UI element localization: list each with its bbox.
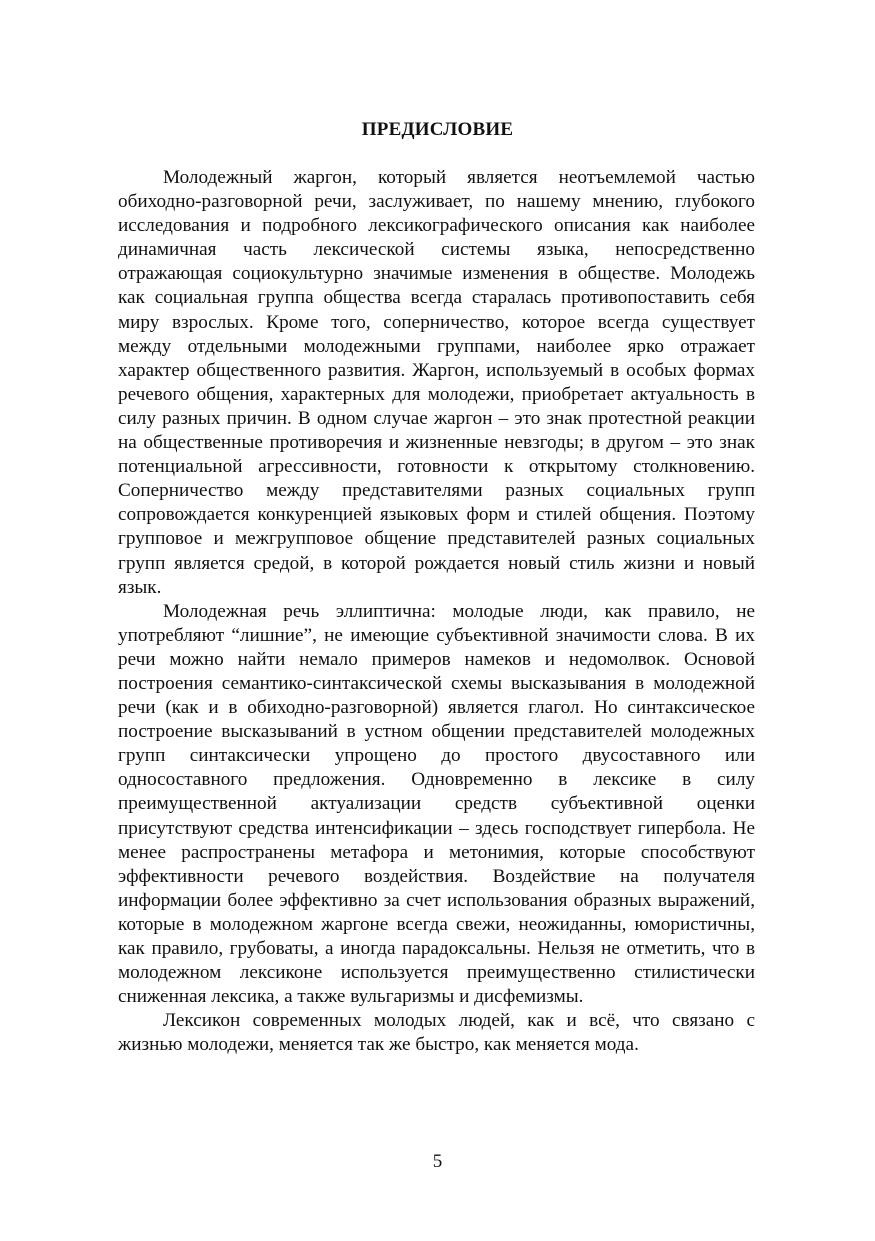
paragraph: Молодежный жаргон, который является неотъемлемой частью обиходно-разговорной речи, заслуживает, по нашему мнению, глубокого исследования и подробного лексикографического описания как наиболее динамичная часть лексической системы языка, непосредственно отражающая социокультурно значимые изменения в обществе. Молодежь как социальная группа общества всегда старалась противопоставить себя миру взрослых. Кроме того, соперничество, которое всегда существует между отдельными молодежными группами, наиболее ярко отражает характер общественного развития. Жаргон, используемый в особых формах речевого общения, характерных для молодежи, приобретает актуальность в силу разных причин. В одном случае жаргон – это знак протестной реакции на общественные противоречия и жизненные невзгоды; в другом – это знак потенциальной агрессивности, готовности к открытому столкновению. Соперничество между представителями разных социальных групп сопровождается конкуренцией языковых форм и стилей общения. Поэтому групповое и межгрупповое общение представителей разных социальных групп является средой, в которой рождается новый стиль жизни и новый язык.	[118, 167, 755, 598]
page-number: 5	[432, 1151, 443, 1172]
page-title: ПРЕДИСЛОВИЕ	[361, 119, 514, 140]
paragraph: Лексикон современных молодых людей, как и всё, что связано с жизнью молодежи, меняется так же быстро, как меняется мода.	[118, 1010, 755, 1056]
body-text	[118, 166, 755, 1057]
paragraph: Молодежная речь эллиптична: молодые люди, как правило, не употребляют “лишние”, не имеющие субъективной значимости слова. В их речи можно найти немало примеров намеков и недомолвок. Основой построения семантико-синтаксической схемы высказывания в молодежной речи (как и в обиходно-разговорной) является глагол. Но синтаксическое построение высказываний в устном общении представителей молодежных групп синтаксически упрощено до простого двусоставного или односоставного предложения. Одновременно в лексике в силу преимущественной актуализации средств субъективной оценки присутствуют средства интенсификации – здесь господствует гипербола. Не менее распространены метафора и метонимия, которые способствуют эффективности речевого воздействия. Воздействие на получателя информации более эффективно за счет использования образных выражений, которые в молодежном жаргоне всегда свежи, неожиданны, юмористичны, как правило, грубоваты, а иногда парадоксальны. Нельзя не отметить, что в молодежном лексиконе используется преимущественно стилистически сниженная лексика, а также вульгаризмы и дисфемизмы.	[118, 600, 755, 1008]
